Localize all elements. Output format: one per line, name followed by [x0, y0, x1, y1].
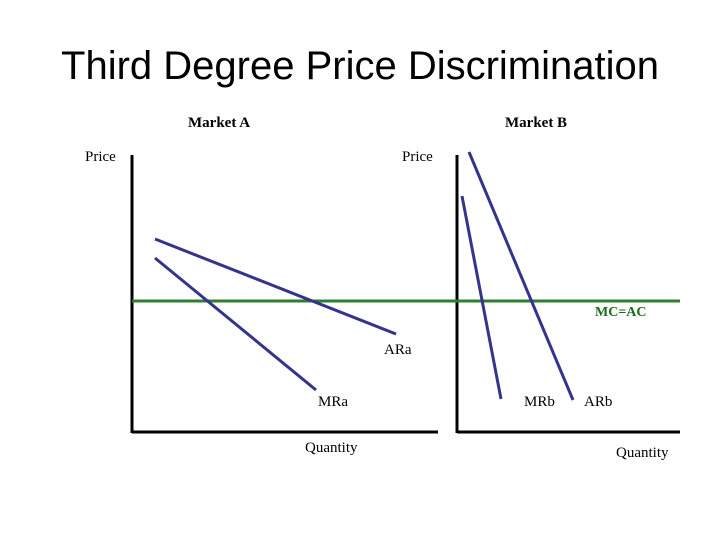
market-a-quantity-axis-label: Quantity	[305, 440, 358, 456]
market-b-demand-label: ARb	[584, 394, 613, 410]
market-a-mr-label: MRa	[318, 394, 348, 410]
market-b-mr-label: MRb	[524, 394, 555, 410]
market-b-price-axis-label: Price	[402, 149, 433, 165]
mc-ac-label: MC=AC	[595, 305, 647, 320]
market-a-price-axis-label: Price	[85, 149, 116, 165]
market-a-marginal-revenue-curve	[155, 258, 316, 390]
market-a-demand-label: ARa	[384, 342, 412, 358]
market-a-heading: Market A	[188, 115, 251, 131]
market-b-demand-curve	[469, 152, 573, 400]
market-b-marginal-revenue-curve	[462, 196, 501, 399]
slide-title: Third Degree Price Discrimination	[61, 44, 659, 88]
market-b-quantity-axis-label: Quantity	[616, 445, 669, 461]
market-b-heading: Market B	[505, 115, 568, 131]
